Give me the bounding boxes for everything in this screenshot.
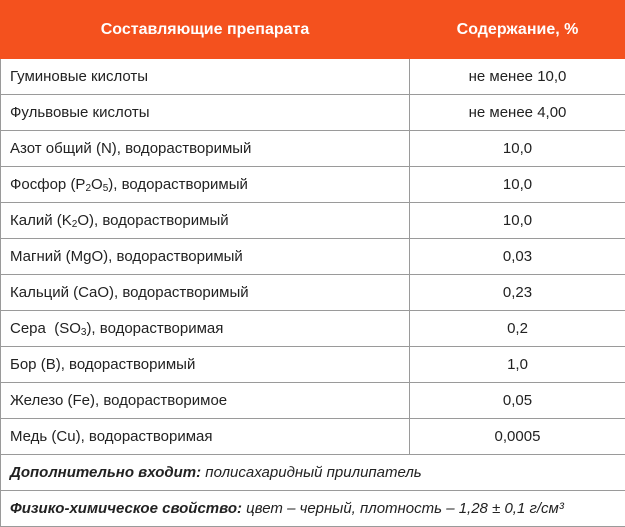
component-name: Фульвовые кислоты: [1, 95, 410, 131]
component-value: 10,0: [410, 131, 625, 167]
additional-text: полисахаридный прилипатель: [201, 464, 422, 481]
component-name: Калий $(K_2O)$, водорастворимый: [1, 203, 410, 239]
component-name: Сера $(SO_3)$, водорастворимая: [1, 311, 410, 347]
table-row: [1, 167, 625, 203]
component-name: Магний (MgO), водорастворимый: [1, 239, 410, 275]
component-name: Железо (Fe), водорастворимое: [1, 383, 410, 419]
component-value: 1,0: [410, 347, 625, 383]
component-value: 10,0: [410, 203, 625, 239]
component-name: Кальций (CaO), водорастворимый: [1, 275, 410, 311]
table-row: [1, 311, 625, 347]
header-component: Составляющие препарата: [1, 1, 410, 59]
component-value: не менее 4,00: [410, 95, 625, 131]
header-content: Содержание, %: [410, 1, 625, 59]
component-value: 0,23: [410, 275, 625, 311]
note-row-physchem: [1, 491, 625, 527]
component-name: Бор (B), водорастворимый: [1, 347, 410, 383]
physchem-label: Физико-химическое свойство:: [10, 500, 242, 517]
table-row: [1, 59, 625, 95]
table-row: [1, 275, 625, 311]
component-value: не менее 10,0: [410, 59, 625, 95]
component-value: 10,0: [410, 167, 625, 203]
table-row: [1, 419, 625, 455]
table-row: [1, 203, 625, 239]
note-row-additional: [1, 455, 625, 491]
table-row: [1, 95, 625, 131]
table-row: [1, 347, 625, 383]
additional-label: Дополнительно входит:: [10, 464, 202, 481]
component-value: 0,05: [410, 383, 625, 419]
table-row: [1, 239, 625, 275]
table-row: [1, 383, 625, 419]
table-header-row: [1, 1, 625, 59]
component-value: 0,0005: [410, 419, 625, 455]
component-name: Медь (Cu), водорастворимая: [1, 419, 410, 455]
component-name: Фосфор $(P_2O_5)$, водорастворимый: [1, 167, 410, 203]
physchem-note: [1, 491, 625, 527]
additional-note: [1, 455, 625, 491]
component-value: 0,03: [410, 239, 625, 275]
component-name: Азот общий (N), водорастворимый: [1, 131, 410, 167]
component-name: Гуминовые кислоты: [1, 59, 410, 95]
physchem-text: цвет – черный, плотность – 1,28 ± 0,1 г/см³: [241, 500, 564, 517]
component-value: 0,2: [410, 311, 625, 347]
table-row: [1, 131, 625, 167]
